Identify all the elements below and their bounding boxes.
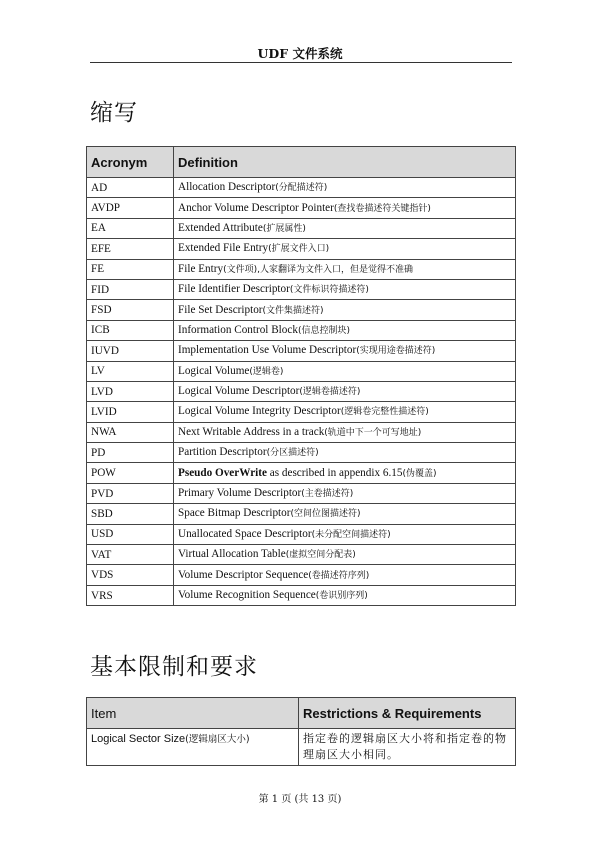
definition-cell — [174, 463, 516, 483]
acronym-cell: FID — [87, 279, 174, 299]
table-row — [87, 545, 516, 565]
acronym-table-body — [87, 178, 516, 606]
acronym-cell: ICB — [87, 320, 174, 340]
definition-chinese-text: (空间位图描述符) — [290, 509, 361, 520]
table-row — [87, 320, 516, 340]
acronyms-heading: 缩写 — [90, 100, 138, 126]
table-row — [87, 524, 516, 544]
table-row — [87, 585, 516, 605]
definition-chinese-text: (主卷描述符) — [301, 489, 354, 500]
definition-cell — [174, 422, 516, 442]
definition-chinese-text: (文件标识符描述符) — [289, 285, 369, 296]
definition-chinese-text: (卷识别序列) — [315, 591, 368, 601]
definition-cell — [174, 178, 516, 198]
acronym-column-header: Acronym — [87, 147, 174, 178]
requirements-table-body — [87, 729, 516, 766]
table-row — [87, 463, 516, 483]
definition-cell — [174, 585, 516, 605]
table-row — [87, 402, 516, 422]
acronym-cell: LVID — [87, 402, 174, 422]
definition-cell — [174, 524, 516, 544]
acronym-cell: SBD — [87, 504, 174, 524]
acronym-cell: FE — [87, 259, 174, 279]
restrictions-heading: 基本限制和要求 — [90, 654, 258, 680]
acronym-cell: FSD — [87, 300, 174, 320]
definition-english-text: Logical Volume Descriptor — [178, 385, 300, 398]
definition-cell — [174, 504, 516, 524]
definition-chinese-text: (扩展文件入口) — [268, 244, 330, 255]
item-cell — [87, 729, 299, 766]
definition-english-text: Volume Recognition Sequence — [178, 589, 316, 601]
definition-english-text: Unallocated Space Descriptor — [178, 527, 312, 540]
definition-english-text: Allocation Descriptor — [178, 181, 276, 194]
item-chinese-text: (逻辑扇区大小) — [185, 734, 250, 745]
definition-chinese-text: (扩展属性) — [262, 223, 306, 234]
definition-cell — [174, 239, 516, 259]
definition-english-text: as described in appendix 6.15 — [266, 466, 403, 479]
definition-english-text: Logical Volume — [178, 364, 250, 377]
definition-chinese-text: (文件项),人家翻译为文件入口，但是觉得不准确 — [223, 264, 413, 275]
acronym-cell: NWA — [87, 422, 174, 442]
table-row — [87, 361, 516, 381]
definition-english-text: File Identifier Descriptor — [178, 283, 290, 296]
acronym-cell: LVD — [87, 381, 174, 401]
definition-english-text: File Entry — [178, 262, 224, 275]
definition-cell — [174, 198, 516, 218]
acronym-cell: VAT — [87, 545, 174, 565]
acronym-table — [86, 146, 516, 606]
definition-english-text: Information Control Block — [178, 323, 298, 336]
acronym-cell: EA — [87, 218, 174, 238]
definition-english-text: Primary Volume Descriptor — [178, 487, 302, 500]
definition-cell — [174, 259, 516, 279]
definition-cell — [174, 381, 516, 401]
definition-english-text: Volume Descriptor Sequence — [178, 568, 309, 581]
page-number-footer: 第 1 页 (共 13 页) — [258, 794, 342, 805]
definition-english-text: Implementation Use Volume Descriptor — [178, 344, 357, 357]
acronym-cell: LV — [87, 361, 174, 381]
acronym-cell: POW — [87, 463, 174, 483]
acronym-cell: AD — [87, 178, 174, 198]
definition-bold-text: Pseudo OverWrite — [178, 466, 267, 479]
table-row — [87, 218, 516, 238]
definition-cell — [174, 361, 516, 381]
acronym-cell: VDS — [87, 565, 174, 585]
definition-english-text: Virtual Allocation Table — [178, 548, 286, 561]
definition-english-text: Space Bitmap Descriptor — [178, 507, 291, 520]
table-row — [87, 729, 516, 766]
definition-chinese-text: (未分配空间描述符) — [311, 529, 391, 540]
acronym-cell: EFE — [87, 239, 174, 259]
definition-english-text: Logical Volume Integrity Descriptor — [178, 405, 341, 418]
table-row — [87, 483, 516, 503]
table-row — [87, 178, 516, 198]
definition-english-text: Extended File Entry — [178, 242, 269, 255]
requirement-cell: 指定卷的逻辑扇区大小将和指定卷的物理扇区大小相同。 — [299, 729, 516, 766]
definition-chinese-text: (分区描述符) — [266, 448, 319, 459]
requirements-table-header-row — [87, 698, 516, 729]
acronym-cell: AVDP — [87, 198, 174, 218]
item-english-text: Logical Sector Size — [91, 733, 186, 745]
page-header: UDF 文件系统 — [257, 46, 343, 61]
definition-chinese-text: (逻辑卷) — [249, 366, 284, 377]
definition-chinese-text: (轨道中下一个可写地址) — [324, 427, 422, 438]
definition-chinese-text: (逻辑卷描述符) — [299, 387, 361, 398]
table-row — [87, 443, 516, 463]
definition-cell — [174, 565, 516, 585]
definition-cell — [174, 402, 516, 422]
definition-cell — [174, 545, 516, 565]
definition-chinese-text: (伪覆盖) — [402, 468, 437, 479]
definition-english-text: Extended Attribute — [178, 221, 263, 234]
definition-cell — [174, 320, 516, 340]
table-row — [87, 198, 516, 218]
definition-cell — [174, 218, 516, 238]
table-row — [87, 279, 516, 299]
definition-cell — [174, 279, 516, 299]
definition-chinese-text: (虚拟空间分配表) — [285, 550, 356, 561]
requirements-column-header: Restrictions & Requirements — [299, 698, 516, 729]
definition-english-text: File Set Descriptor — [178, 303, 263, 316]
definition-chinese-text: (实现用途卷描述符) — [356, 346, 436, 357]
definition-cell — [174, 300, 516, 320]
definition-chinese-text: (信息控制块) — [297, 325, 350, 336]
acronym-cell: PVD — [87, 483, 174, 503]
definition-english-text: Anchor Volume Descriptor Pointer — [178, 201, 334, 214]
table-row — [87, 565, 516, 585]
definition-english-text: Next Writable Address in a track — [178, 425, 325, 438]
table-row — [87, 300, 516, 320]
definition-chinese-text: (分配描述符) — [275, 183, 328, 194]
definition-chinese-text: (卷描述符序列) — [308, 570, 370, 581]
table-row — [87, 239, 516, 259]
definition-chinese-text: (文件集描述符) — [262, 305, 324, 316]
definition-chinese-text: (查找卷描述符关键指针) — [333, 203, 431, 214]
requirements-table — [86, 697, 516, 766]
definition-cell — [174, 483, 516, 503]
acronym-cell: VRS — [87, 585, 174, 605]
definition-cell — [174, 443, 516, 463]
acronym-cell: PD — [87, 443, 174, 463]
definition-cell — [174, 341, 516, 361]
table-row — [87, 381, 516, 401]
definition-english-text: Partition Descriptor — [178, 446, 267, 459]
table-row — [87, 259, 516, 279]
definition-chinese-text: (逻辑卷完整性描述符) — [340, 407, 429, 418]
table-row — [87, 504, 516, 524]
item-column-header: Item — [87, 698, 299, 729]
acronym-table-header-row — [87, 147, 516, 178]
table-row — [87, 422, 516, 442]
definition-column-header: Definition — [174, 147, 516, 178]
table-row — [87, 341, 516, 361]
acronym-cell: IUVD — [87, 341, 174, 361]
acronym-cell: USD — [87, 524, 174, 544]
header-divider — [90, 62, 512, 63]
